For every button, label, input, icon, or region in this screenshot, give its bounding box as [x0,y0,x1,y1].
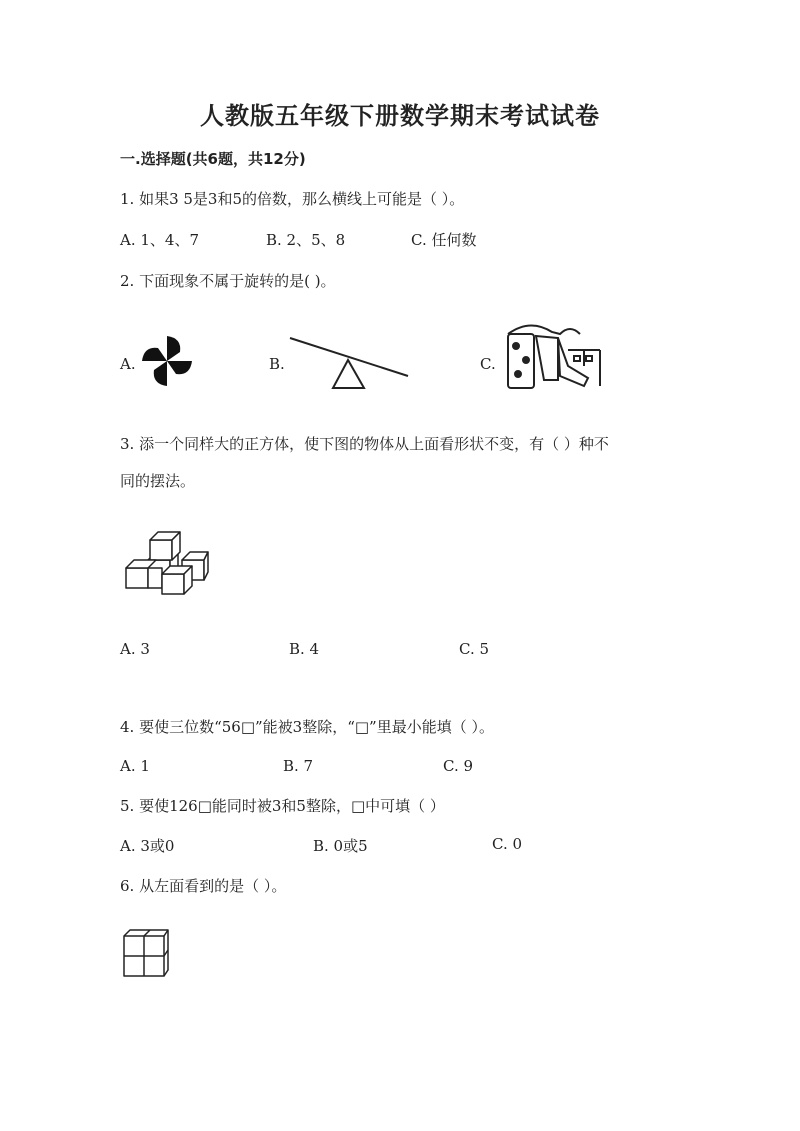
question-3-option-a: A. 3 [120,640,150,658]
question-1-option-c: C. 任何数 [411,231,477,249]
question-5-option-c: C. 0 [492,835,523,853]
two-by-two-cube-view-image [122,928,170,978]
question-3-stem-line-2: 同的摆法。 [120,472,196,490]
question-3-stem-line-1: 3. 添一个同样大的正方体，使下图的物体从上面看形状不变，有（ ）种不 [120,435,609,453]
cube-stack-image [124,526,210,596]
question-5-option-b: B. 0或5 [313,837,368,855]
question-1-option-a: A. 1、4、7 [120,231,199,249]
playground-slide-image [500,320,606,392]
section-heading: 一.选择题(共6题，共12分) [120,150,306,168]
question-3-option-c: C. 5 [459,640,490,658]
question-1-stem: 1. 如果3 5是3和5的倍数，那么横线上可能是（ ）。 [120,190,465,208]
page-title: 人教版五年级下册数学期末考试试卷 [200,102,600,130]
question-2-option-a: A. [120,355,136,373]
question-2-option-b: B. [269,355,285,373]
question-4-option-a: A. 1 [120,757,150,775]
question-6-stem: 6. 从左面看到的是（ ）。 [120,877,287,895]
seesaw-image [288,334,412,392]
question-2-stem: 2. 下面现象不属于旋转的是( )。 [120,272,336,290]
question-4-option-b: B. 7 [283,757,314,775]
question-4-option-c: C. 9 [443,757,474,775]
question-5-stem: 5. 要使126□能同时被3和5整除，□中可填（ ） [120,797,445,815]
question-3-option-b: B. 4 [289,640,320,658]
question-4-stem: 4. 要使三位数“56□”能被3整除，“□”里最小能填（ ）。 [120,718,494,736]
pinwheel-image [138,332,196,390]
question-1-option-b: B. 2、5、8 [266,231,346,249]
question-5-option-a: A. 3或0 [120,837,175,855]
question-2-option-c: C. [480,355,496,373]
